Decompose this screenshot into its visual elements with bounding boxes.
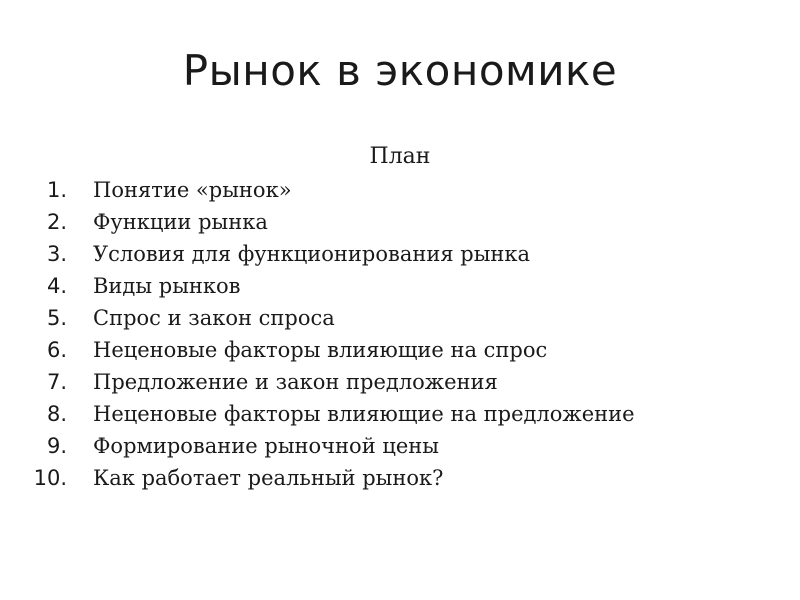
- item-number: 9.: [46, 434, 67, 458]
- slide-title: Рынок в экономике: [182, 46, 618, 95]
- list-item: [0, 398, 800, 430]
- item-number: 7.: [46, 370, 67, 394]
- item-text: Понятие «рынок»: [93, 178, 292, 202]
- item-number: 3.: [46, 242, 67, 266]
- item-text: Условия для функционирования рынка: [93, 242, 531, 266]
- list-item: [0, 270, 800, 302]
- item-text: Виды рынков: [93, 274, 241, 298]
- item-number: 5.: [46, 306, 67, 330]
- plan-list: [0, 174, 800, 494]
- item-text: Неценовые факторы влияющие на предложение: [93, 402, 635, 426]
- item-number: 4.: [46, 274, 67, 298]
- item-text: Предложение и закон предложения: [93, 370, 498, 394]
- item-text: Как работает реальный рынок?: [93, 466, 444, 490]
- item-number: 10.: [33, 466, 67, 490]
- plan-heading: План: [369, 144, 431, 169]
- list-item: [0, 334, 800, 366]
- list-item: [0, 302, 800, 334]
- list-item: [0, 238, 800, 270]
- list-item: [0, 206, 800, 238]
- item-number: 8.: [46, 402, 67, 426]
- item-text: Спрос и закон спроса: [93, 306, 335, 330]
- list-item: [0, 430, 800, 462]
- item-text: Функции рынка: [93, 210, 268, 234]
- item-number: 1.: [46, 178, 67, 202]
- item-number: 6.: [46, 338, 67, 362]
- list-item: [0, 462, 800, 494]
- item-text: Неценовые факторы влияющие на спрос: [93, 338, 548, 362]
- item-text: Формирование рыночной цены: [93, 434, 440, 458]
- list-item: [0, 366, 800, 398]
- list-item: [0, 174, 800, 206]
- item-number: 2.: [46, 210, 67, 234]
